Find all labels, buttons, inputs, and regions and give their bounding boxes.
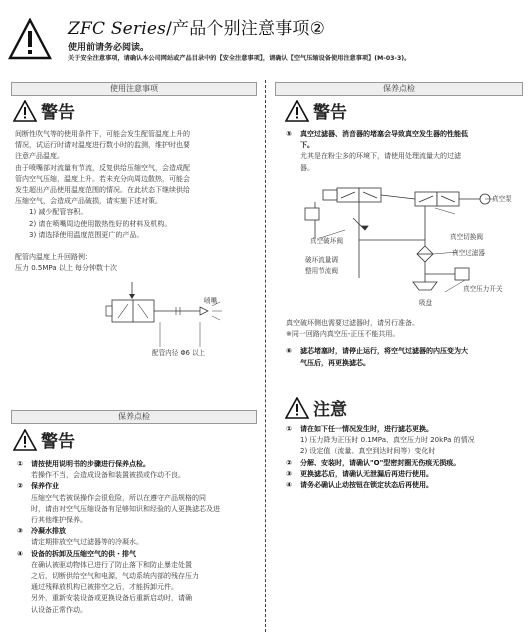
item6-block: 真空破坏侧也需要过滤器时，请另行准备。 ※同一回路内真空压-正压不能共用。 ⑥ 滤芯堵塞时，请停止运行，将空气过滤器的内压变为大 气压后，再更换滤芯。 — [286, 319, 468, 367]
label-suction-cup: 吸盘 — [419, 299, 433, 307]
maintenance-list-left: ① 请按使用说明书的步骤进行保养点检。 若操作不当，会造成设备和装置被损或作动不良。 ② 保养作业 压缩空气若被误操作会很危险，所以在遵守产品规格的同 时，请由对空气压缩设备有足够知识和经验的人更换滤芯及进 行其他维护保养。 ③ 冷凝水排放 请定期排放空气过滤器等的冷凝水。 ④ 设备的拆卸及压缩空气的供・排气 在确认被驱动物体已进行了防止落下和防止暴走处置 之后，切断供给空气和电源，气动系统内部的残存压力 通过残释放机构已被排空之后，才能拆卸元件。 另外，重新安装设备或更换设备后重新启动时，请确 认设备正常作动。 — [17, 460, 220, 614]
warning-icon — [13, 429, 37, 451]
caution-heading: 注意 — [285, 395, 347, 420]
page-title: ZFC Series/产品个别注意事项② — [68, 19, 326, 39]
warning-heading-left: 警告 — [13, 98, 75, 123]
nozzle-label: 喷嘴 — [204, 297, 218, 305]
section-title-usage: 使用注意事项 — [11, 82, 257, 96]
warning-icon — [285, 100, 309, 122]
warning-triangle-icon — [8, 18, 52, 60]
label-break-flow-valve: 破坏流量调 整用节流阀 — [305, 256, 338, 275]
column-divider — [265, 80, 266, 632]
section-title-maintenance-left: 保养点检 — [11, 410, 257, 424]
label-vacuum-break-valve: 真空破坏阀 — [310, 237, 343, 245]
caution-icon — [285, 397, 309, 419]
section-title-maintenance-right: 保养点检 — [275, 82, 523, 96]
label-vacuum-pressure-switch: 真空压力开关 — [463, 285, 503, 293]
item5-block: ⑤ 真空过滤器、消音器的堵塞会导致真空发生器的性能低 下。 尤其是在粉尘多的环境下，请使用处理流量大的过滤 器。 — [286, 130, 468, 172]
pipe-diameter-label: 配管内径 Φ6 以上 — [152, 349, 206, 357]
warning-icon — [13, 100, 37, 122]
caution-list: ① 请在如下任一情况发生时，进行滤芯更换。 1) 压力降为正压时 0.1MPa、真空压力时 20kPa 的情况 2) 设定值（流量、真空到达时间等）变化时 ② 分解、安装时，请确认"O"型密封圈无伤痕无损痕。 ③ 更换滤芯后，请确认无泄漏后再进行使用。 ④ 请务必确认止动按钮在锁定状态后再使用。 — [286, 425, 475, 490]
label-vacuum-switch-valve: 真空切换阀 — [450, 233, 483, 241]
page-subtitle: 使用前请务必阅读。 — [68, 43, 150, 53]
warning-heading-left-2: 警告 — [13, 427, 75, 452]
label-vacuum-filter: 真空过滤器 — [452, 249, 485, 257]
label-vacuum-pump: 真空泵 — [492, 195, 512, 203]
warning-heading-right: 警告 — [285, 98, 347, 123]
header-note: 关于安全注意事项，请确认本公司网站或产品目录中的【安全注意事项】，请确认【空气压缩设备使用注意事项】(M-03-3)。 — [68, 55, 411, 62]
usage-paragraph: 间断性吹气等的使用条件下，可能会发生配管温度上升的 情况，试运行时请对温度进行数小时的监测，维护时也要 注意产品温度。 由于喷嘴部对流量有节流，反复供给压缩空气，会造成配 管内空气压缩，温度上升。若未充分向周边散热，可能会 发生超出产品使用温度范围的情况。在此状态下继续供给 压缩空气，会造成产品破损，请实施下述对策。 1) 减少配管容积。 2) 请在喷嘴周边使用散热性好的材料及机构。 3) 请选择使用温度范围更广的产品。 配管内温度上升回路例： 压力 0.5MPa 以上 每分钟数十次 — [15, 130, 190, 273]
